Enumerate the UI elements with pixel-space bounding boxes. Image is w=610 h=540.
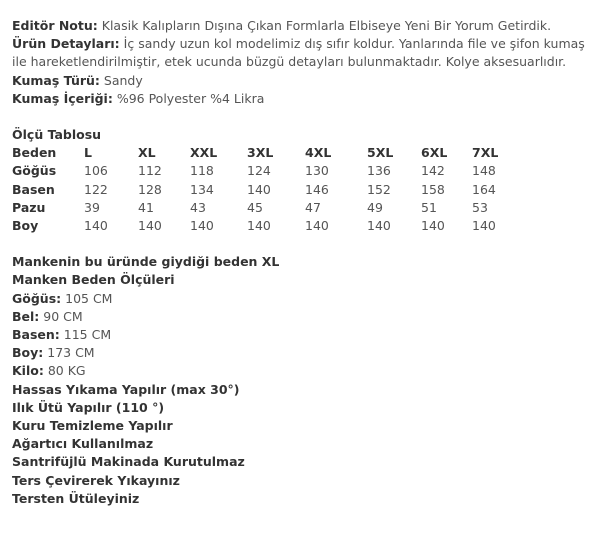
table-cell: 39 — [84, 199, 100, 215]
row-label: Boy — [12, 218, 39, 234]
fabric-type — [12, 72, 610, 90]
product-details — [12, 35, 602, 71]
table-cell: 140 — [84, 218, 108, 234]
fabric-content — [12, 90, 610, 108]
table-cell: 152 — [367, 181, 391, 197]
size-header-cell: 5XL — [367, 145, 394, 161]
model-measurement-value: 80 KG — [47, 363, 86, 379]
table-cell: 146 — [305, 181, 329, 197]
fabric-type-label: Kumaş Türü: — [12, 72, 100, 88]
size-table — [12, 144, 512, 235]
table-cell: 51 — [421, 199, 437, 215]
size-header-cell: XL — [138, 145, 156, 161]
model-measurement-value: 115 CM — [63, 327, 112, 343]
model-measurement — [12, 290, 610, 308]
table-cell: 47 — [305, 199, 321, 215]
table-cell: 122 — [84, 181, 108, 197]
table-cell: 112 — [138, 163, 162, 179]
model-measurement — [12, 326, 610, 344]
table-cell: 164 — [472, 181, 496, 197]
table-row — [12, 199, 512, 217]
table-cell: 45 — [247, 199, 263, 215]
editor-note-label: Editör Notu: — [12, 18, 98, 33]
size-table-header-row — [12, 144, 512, 162]
table-cell: 140 — [247, 218, 271, 234]
table-cell: 140 — [472, 218, 496, 234]
size-header-cell: 4XL — [305, 145, 332, 161]
editor-note — [12, 17, 610, 35]
table-cell: 140 — [138, 218, 162, 234]
model-measurement-label: Göğüs: — [12, 290, 62, 306]
table-cell: 140 — [247, 181, 271, 197]
size-header-cell: 3XL — [247, 145, 274, 161]
product-details-text: İç sandy uzun kol modelimiz dış sıfır koldur. Yanlarında file ve şifon kumaş ile hareketlendirilmiştir, etek ucunda büzgü detayları bulunmaktadır. Kolye aksesuarlıdır. — [12, 36, 585, 70]
size-header-cell: 7XL — [472, 145, 499, 161]
table-cell: 136 — [367, 163, 391, 179]
product-details-label: Ürün Detayları: — [12, 36, 120, 52]
row-label: Göğüs — [12, 163, 57, 179]
care-instruction: Santrifüjlü Makinada Kurutulmaz — [12, 454, 245, 470]
table-cell: 53 — [472, 199, 488, 215]
model-measurement — [12, 344, 610, 362]
table-cell: 118 — [190, 163, 214, 179]
size-header-cell: L — [84, 145, 92, 161]
size-table-title: Ölçü Tablosu — [12, 127, 102, 143]
model-measurement-value: 105 CM — [65, 290, 113, 306]
table-cell: 41 — [138, 199, 154, 215]
model-measurement-label: Boy: — [12, 345, 44, 361]
care-instruction: Ters Çevirerek Yıkayınız — [12, 472, 180, 488]
fabric-type-text: Sandy — [103, 72, 143, 88]
model-measurements-title: Manken Beden Ölçüleri — [12, 272, 175, 288]
row-label: Basen — [12, 181, 55, 197]
size-header-cell: 6XL — [421, 145, 448, 161]
model-measurement — [12, 308, 610, 326]
spacer — [12, 108, 610, 126]
editor-note-text: Klasik Kalıpların Dışına Çıkan Formlarla Elbiseye Yeni Bir Yorum Getirdik. — [101, 18, 552, 33]
table-cell: 49 — [367, 199, 383, 215]
model-worn-size: Mankenin bu üründe giydiği beden XL — [12, 254, 280, 270]
model-measurement-label: Basen: — [12, 327, 60, 343]
table-row — [12, 217, 512, 235]
table-cell: 142 — [421, 163, 445, 179]
size-header-cell: XXL — [190, 145, 218, 161]
model-measurement-label: Kilo: — [12, 363, 44, 379]
care-instruction: Ilık Ütü Yapılır (110 °) — [12, 399, 165, 415]
care-instruction: Kuru Temizleme Yapılır — [12, 418, 173, 434]
table-cell: 140 — [190, 218, 214, 234]
care-instruction: Tersten Ütüleyiniz — [12, 490, 140, 506]
fabric-content-label: Kumaş İçeriği: — [12, 90, 113, 106]
spacer — [12, 235, 610, 253]
table-cell: 130 — [305, 163, 329, 179]
care-instruction: Hassas Yıkama Yapılır (max 30°) — [12, 381, 240, 397]
table-cell: 140 — [305, 218, 329, 234]
table-cell: 140 — [421, 218, 445, 234]
fabric-content-text: %96 Polyester %4 Likra — [116, 90, 265, 106]
model-measurement — [12, 362, 610, 380]
table-row — [12, 162, 512, 180]
table-cell: 140 — [367, 218, 391, 234]
table-cell: 148 — [472, 163, 496, 179]
model-measurement-value: 90 CM — [43, 308, 83, 324]
table-cell: 128 — [138, 181, 162, 197]
care-instruction: Ağartıcı Kullanılmaz — [12, 436, 154, 452]
table-cell: 134 — [190, 181, 214, 197]
model-measurement-label: Bel: — [12, 308, 40, 324]
table-cell: 124 — [247, 163, 271, 179]
table-row — [12, 181, 512, 199]
model-measurement-value: 173 CM — [47, 345, 95, 361]
table-cell: 158 — [421, 181, 445, 197]
size-table-header-label: Beden — [12, 145, 57, 161]
table-cell: 106 — [84, 163, 108, 179]
table-cell: 43 — [190, 199, 206, 215]
row-label: Pazu — [12, 199, 46, 215]
